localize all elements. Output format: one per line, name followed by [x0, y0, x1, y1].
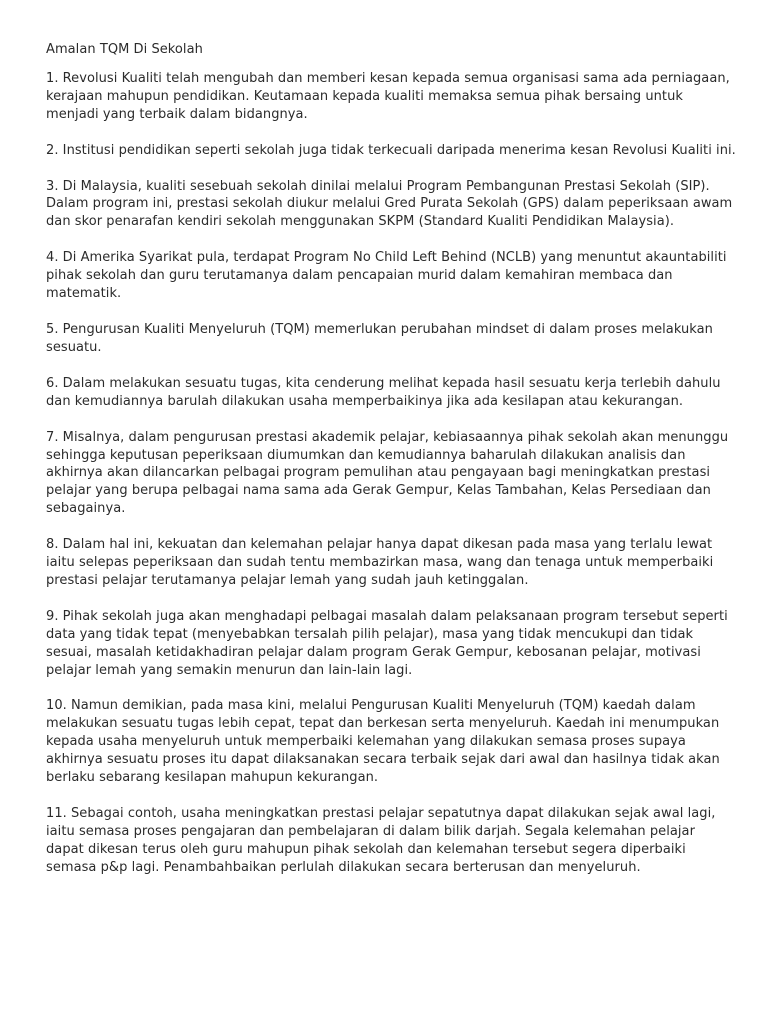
document-title: Amalan TQM Di Sekolah	[46, 42, 203, 57]
paragraph-4: 4. Di Amerika Syarikat pula, terdapat Program No Child Left Behind (NCLB) yang menuntut akauntabiliti pihak sekolah dan guru terutamanya dalam pencapaian murid dalam kemahiran membaca dan matematik.	[46, 250, 727, 302]
paragraph-11: 11. Sebagai contoh, usaha meningkatkan prestasi pelajar sepatutnya dapat dilakukan sejak awal lagi, iaitu semasa proses pengajaran dan pembelajaran di dalam bilik darjah. Segala kelemahan pelajar dapat dikesan terus oleh guru mahupun pihak sekolah dan kelemahan tersebut segera diperbaiki semasa p&p lagi. Penambahbaikan perlulah dilakukan secara berterusan dan menyeluruh.	[46, 806, 716, 875]
paragraph-9: 9. Pihak sekolah juga akan menghadapi pelbagai masalah dalam pelaksanaan program tersebut seperti data yang tidak tepat (menyebabkan tersalah pilih pelajar), masa yang tidak mencukupi dan tidak sesuai, masalah ketidakhadiran pelajar dalam program Gerak Gempur, kebosanan pelajar, motivasi pelajar lemah yang semakin menurun dan lain-lain lagi.	[46, 608, 728, 678]
paragraph-1: 1. Revolusi Kualiti telah mengubah dan memberi kesan kepada semua organisasi sama ada perniagaan, kerajaan mahupun pendidikan. Keutamaan kepada kualiti memaksa semua pihak bersaing untuk menjadi yang terbaik dalam bidangnya.	[46, 70, 730, 122]
paragraph-3: 3. Di Malaysia, kualiti sesebuah sekolah dinilai melalui Program Pembangunan Prestasi Sekolah (SIP). Dalam program ini, prestasi sekolah diukur melalui Gred Purata Sekolah (GPS) dalam peperiksaan awam dan skor penarafan kendiri sekolah menggunakan SKPM (Standard Kualiti Pendidikan Malaysia).	[46, 178, 733, 230]
paragraph-8: 8. Dalam hal ini, kekuatan dan kelemahan pelajar hanya dapat dikesan pada masa yang terlalu lewat iaitu selepas peperiksaan dan sudah tentu membazirkan masa, wang dan tenaga untuk memperbaiki prestasi pelajar terutamanya pelajar lemah yang sudah jauh ketinggalan.	[46, 537, 714, 588]
paragraph-7: 7. Misalnya, dalam pengurusan prestasi akademik pelajar, kebiasaannya pihak sekolah akan menunggu sehingga keputusan peperiksaan diumumkan dan kemudiannya baharulah dilakukan analisis dan akhirnya akan dilancarkan pelbagai program pemulihan atau pengayaan bagi meningkatkan prestasi pelajar yang berupa pelbagai nama sama ada Gerak Gempur, Kelas Tambahan, Kelas Persediaan dan sebagainya.	[46, 429, 729, 517]
paragraph-10: 10. Namun demikian, pada masa kini, melalui Pengurusan Kualiti Menyeluruh (TQM) kaedah dalam melakukan sesuatu tugas lebih cepat, tepat dan berkesan serta menyeluruh. Kaedah ini menumpukan kepada usaha menyeluruh untuk memperbaiki kelemahan yang dilakukan semasa proses supaya akhirnya sesuatu proses itu dapat dilaksanakan secara terbaik sejak dari awal dan hasilnya tidak akan berlaku sebarang kesilapan mahupun kekurangan.	[46, 698, 720, 786]
document-page	[46, 41, 736, 877]
paragraph-2: 2. Institusi pendidikan seperti sekolah juga tidak terkecuali daripada menerima kesan Revolusi Kualiti ini.	[46, 142, 736, 158]
paragraph-6: 6. Dalam melakukan sesuatu tugas, kita cenderung melihat kepada hasil sesuatu kerja terlebih dahulu dan kemudiannya barulah dilakukan usaha memperbaikinya jika ada kesilapan atau kekurangan.	[46, 375, 721, 409]
paragraph-5: 5. Pengurusan Kualiti Menyeluruh (TQM) memerlukan perubahan mindset di dalam proses melakukan sesuatu.	[46, 321, 713, 355]
